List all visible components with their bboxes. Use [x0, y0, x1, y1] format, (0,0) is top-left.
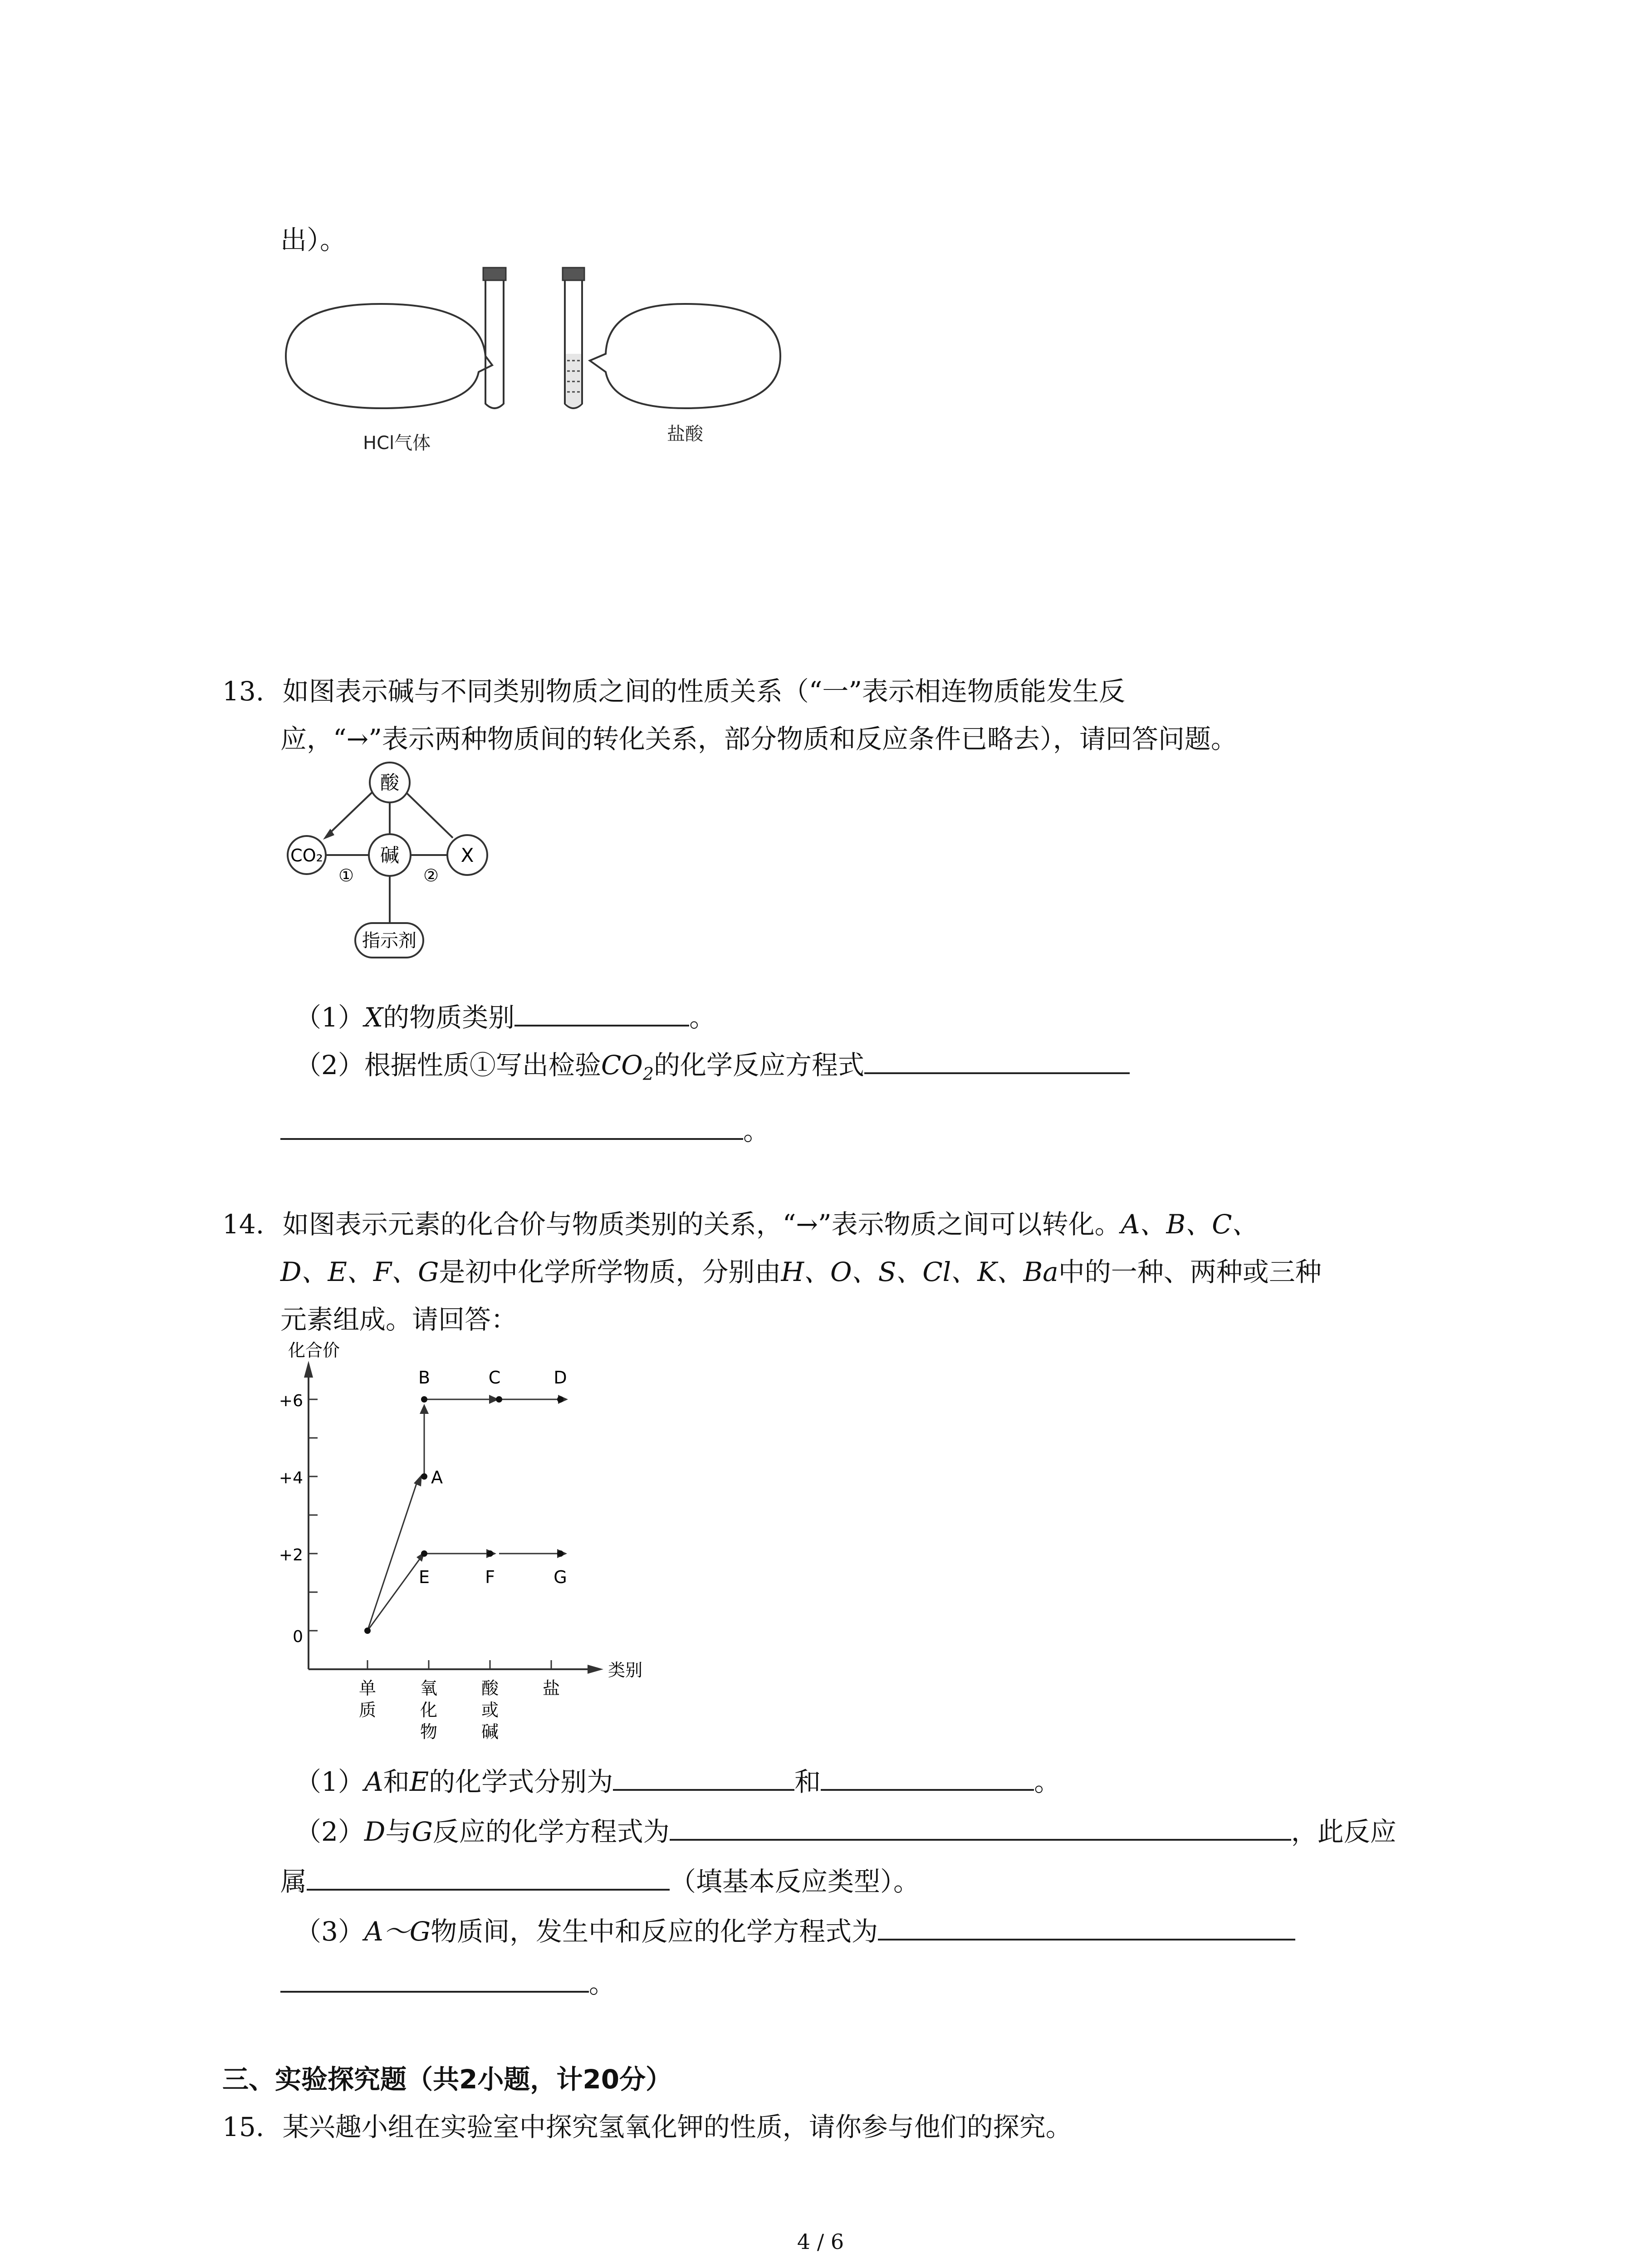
q14-sub2-answer-blank-1[interactable] [670, 1814, 1291, 1841]
left-test-tube-icon [483, 268, 506, 408]
label-hcl-gas: HCl气体 [363, 433, 431, 454]
q14-sub3-cont [280, 1966, 615, 1997]
q13-sub1-text: 的物质类别 [383, 1002, 515, 1033]
q13-sub1-answer-blank[interactable] [514, 1000, 689, 1026]
xcat-acid-base-2: 或 [481, 1700, 499, 1720]
q13-sub2-formula: CO [601, 1050, 643, 1080]
q12-figure [277, 259, 798, 467]
right-speech-bubble [590, 304, 780, 408]
q14-sub1-and: 和 [794, 1766, 821, 1797]
section-heading: 三、实验探究题（共2小题，计20分） [222, 2064, 672, 2095]
q14-sub2-answer-blank-2[interactable] [307, 1864, 670, 1891]
q14-stem-elements: H、O、S、Cl、K、Ba [781, 1256, 1058, 1287]
page-number: 4 / 6 [797, 2229, 844, 2254]
q14-sub1-var-a: A [364, 1766, 383, 1797]
q13-sub1-prefix: （1） [295, 1002, 364, 1033]
q14-number: 14. [222, 1209, 265, 1240]
q14-sub2-var-g: G [411, 1816, 433, 1847]
q13-sub2-formula-sub: 2 [642, 1064, 654, 1084]
q14-sub2-var-d: D [364, 1816, 386, 1847]
ytick-plus2: +2 [279, 1546, 303, 1564]
q14-sub3-answer-blank-2[interactable] [280, 1966, 589, 1993]
q14-sub1-answer-blank-e[interactable] [821, 1765, 1034, 1791]
q14-valence-chart [272, 1340, 681, 1762]
q14-sub3-end: 。 [589, 1968, 616, 1999]
ytick-plus6: +6 [279, 1392, 303, 1410]
q14-sub2-prefix: （2） [295, 1816, 364, 1847]
q14-sub2 [295, 1814, 1396, 1845]
q14-sub1-answer-blank-a[interactable] [613, 1765, 794, 1791]
q13-stem-text1: 如图表示碱与不同类别物质之间的性质关系（“一”表示相连物质能发生反 [282, 676, 1125, 707]
q14-stem-line3: 元素组成。请回答： [280, 1304, 518, 1335]
node-acid: 酸 [380, 772, 400, 794]
continued-text: 出）。 [280, 225, 347, 255]
q14-stem-vars1: A、B、C、 [1121, 1209, 1259, 1240]
q13-sub2-answer-blank-1[interactable] [864, 1048, 1130, 1074]
q14-sub1-text: 的化学式分别为 [429, 1766, 613, 1797]
q13-sub1-end: 。 [689, 1002, 716, 1033]
q13-diagram [281, 755, 535, 968]
label-hydrochloric-acid: 盐酸 [667, 424, 703, 445]
q14-stem-text1: 如图表示元素的化合价与物质类别的关系，“→”表示物质之间可以转化。 [282, 1209, 1121, 1240]
node-base: 碱 [380, 844, 400, 866]
xcat-oxide-3: 物 [420, 1722, 438, 1742]
q13-stem-line2: 应，“→”表示两种物质间的转化关系，部分物质和反应条件已略去），请回答问题。 [280, 723, 1237, 754]
q14-stem-line1 [222, 1209, 1259, 1240]
q14-sub2-hint: （填基本反应类型）。 [670, 1866, 920, 1897]
xcat-element-1: 单 [358, 1678, 377, 1698]
q14-sub1-prefix: （1） [295, 1766, 364, 1797]
q14-sub3 [295, 1914, 1295, 1945]
mark-1: ① [338, 865, 354, 885]
q14-stem-text2b: 中的一种、两种或三种 [1058, 1256, 1322, 1287]
q14-stem-vars2: D、E、F、G [280, 1256, 439, 1287]
q14-sub2-belongs: 属 [280, 1866, 307, 1897]
xcat-salt: 盐 [542, 1678, 560, 1698]
q14-sub2-text: 反应的化学方程式为 [432, 1816, 670, 1847]
q13-sub2-text: 的化学反应方程式 [654, 1050, 865, 1080]
q14-sub1-end: 。 [1034, 1766, 1061, 1797]
q14-stem-line2 [280, 1256, 1322, 1287]
q14-sub1-mid: 和 [383, 1766, 410, 1797]
xcat-element-2: 质 [358, 1700, 377, 1720]
q13-sub2-prefix: （2）根据性质①写出检验 [295, 1050, 601, 1080]
y-axis-label: 化合价 [288, 1340, 340, 1360]
q14-stem-text2a: 是初中化学所学物质，分别由 [439, 1256, 781, 1287]
q15-text: 某兴趣小组在实验室中探究氢氧化钾的性质，请你参与他们的探究。 [282, 2112, 1072, 2142]
q14-sub2-mid: 与 [385, 1816, 412, 1847]
q13-sub2 [295, 1048, 1130, 1083]
q15-number: 15. [222, 2112, 265, 2142]
xcat-acid-base-1: 酸 [481, 1678, 499, 1698]
q14-sub2-cont [280, 1864, 920, 1895]
point-label-f: F [485, 1567, 495, 1587]
left-speech-bubble [286, 304, 492, 408]
q13-sub2-cont [280, 1114, 769, 1144]
q14-sub3-text: 物质间，发生中和反应的化学方程式为 [431, 1916, 878, 1947]
node-x: X [460, 844, 474, 866]
q14-sub2-tail: ，此反应 [1291, 1816, 1396, 1847]
ytick-0: 0 [293, 1628, 303, 1646]
q14-sub3-answer-blank-1[interactable] [878, 1914, 1295, 1941]
q14-sub3-var: A～G [364, 1916, 431, 1947]
mark-2: ② [423, 865, 439, 885]
point-label-b: B [418, 1368, 431, 1388]
xcat-oxide-1: 氧 [420, 1678, 438, 1698]
q13-number: 13. [222, 676, 265, 707]
q13-stem-line1 [222, 676, 1125, 707]
q15-stem [222, 2114, 1072, 2140]
q14-sub1-var-e: E [409, 1766, 429, 1797]
x-axis-label: 类别 [608, 1660, 643, 1680]
point-label-e: E [418, 1567, 430, 1587]
point-label-a: A [431, 1467, 443, 1487]
node-indicator: 指示剂 [362, 930, 416, 951]
point-label-c: C [488, 1368, 501, 1388]
point-label-g: G [554, 1567, 567, 1587]
q13-sub1 [295, 1000, 715, 1031]
q14-sub1 [295, 1765, 1060, 1795]
point-label-d: D [554, 1368, 567, 1388]
xcat-acid-base-3: 碱 [481, 1722, 499, 1742]
q13-sub2-answer-blank-2[interactable] [280, 1114, 743, 1140]
q14-sub3-prefix: （3） [295, 1916, 364, 1947]
q13-sub2-end: 。 [743, 1115, 770, 1146]
q13-sub1-var: X [364, 1002, 383, 1033]
node-co2: CO₂ [290, 846, 323, 865]
right-test-tube-icon [563, 268, 584, 408]
ytick-plus4: +4 [279, 1469, 303, 1487]
xcat-oxide-2: 化 [420, 1700, 438, 1720]
